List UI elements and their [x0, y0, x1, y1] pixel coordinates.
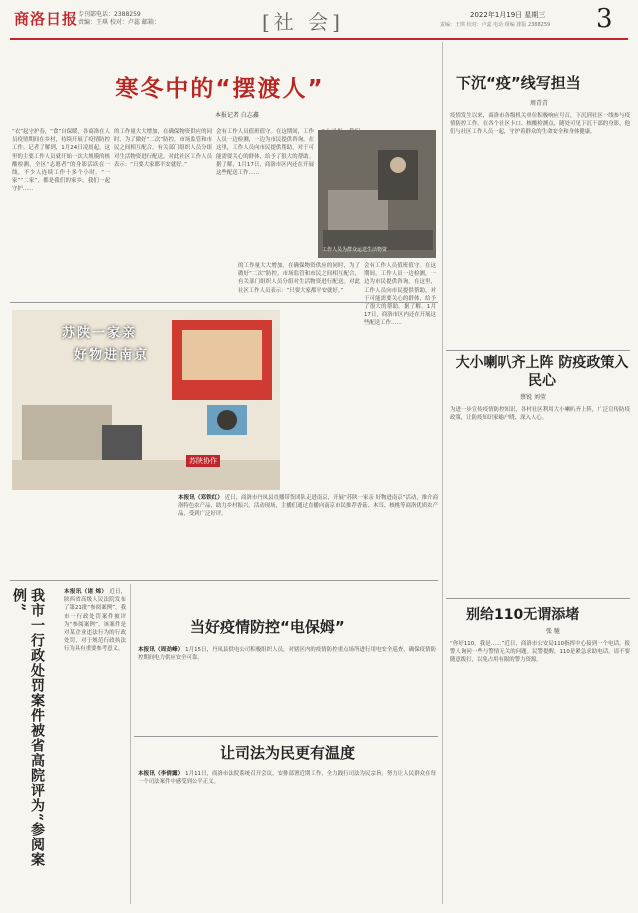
- mid-story-2: [138, 770, 436, 904]
- editor-info: 责编：王琪 校对：卢蕊 电话 组编 排版 2388259: [440, 22, 551, 28]
- left-story-byline: 本报讯（诸 烯）: [64, 589, 108, 595]
- photo-title-line2: 好物进南京: [74, 348, 150, 363]
- column-divider: [442, 42, 443, 904]
- mid-story-1-byline: 本报讯（周劲峰）: [138, 647, 184, 653]
- livestream-photo: [12, 310, 280, 490]
- volunteer-photo-art: [318, 130, 436, 258]
- right-byline-2: 蔡锐 刘莹: [520, 394, 546, 401]
- newspaper-logo: 商洛日报: [14, 10, 79, 28]
- issue-date: 2022年1月19日 星期三: [470, 11, 546, 19]
- main-story-col2: 的工作量大大增加，在确保物资供应的同时，为了做好“二次”防控，市场监管和市民之间相互配合，有关部门组织人员分组对生活物资进行配送。对此社区工作人员表示：“只要大家都平安就好。”: [114, 129, 212, 168]
- main-byline: 本报记者 白志鑫: [215, 112, 259, 119]
- main-story-col1: “衣”起守护春，“食”自保暖，各商洛在人员疫情期间在乡村，持续开展了疫情防控工作。记者了解到，1月24日凌晨起，这里的主要工作人员就开始一次大规模的核酸检测，全区“志愿者”的身影活跃在一线，不少人连续工作十多个小时。“一家”“二家”，都是我们的家乡，我们一起守护……: [12, 129, 110, 193]
- page-number: 3: [596, 4, 613, 34]
- right-divider-1: [446, 350, 630, 351]
- masthead-info-line: 责编：王琪 校对：卢蕊 邮箱：: [78, 19, 160, 26]
- lower-divider: [10, 580, 438, 581]
- masthead-info-line: 专刊部电话：2388259: [78, 11, 141, 18]
- mid-story-1-text: 1月15日，丹凤县供电公司积极组织人员，对辖区内的疫情防控重点场所进行用电安全巡查，确保疫情防控期间电力供应安全可靠。: [138, 647, 436, 662]
- left-story: [64, 588, 126, 904]
- main-headline: 寒冬中的“摆渡人”: [115, 76, 325, 102]
- masthead-info: [78, 11, 160, 27]
- right-divider-2: [446, 598, 630, 599]
- lower-column-divider: [130, 584, 131, 904]
- livestream-story: [178, 494, 438, 564]
- section-divider: [10, 302, 438, 303]
- main-story-col5: 会有工作人员值班值守。在这期间，工作人员一边检测，一边为市民提供咨询。在这里，工作人员向市民提供帮助，对于可能需要关心的群体，给予了很大的帮助。据了解，1月17日，商洛市区内还在开展这些配送工作……: [364, 263, 436, 327]
- mid-headline-1: 当好疫情防控“电保姆”: [190, 618, 345, 636]
- photo-title-line1: 苏陕一家亲: [62, 326, 138, 341]
- right-headline-2: 大小喇叭齐上阵 防疫政策入民心: [455, 355, 629, 389]
- volunteer-photo: [318, 130, 436, 258]
- right-byline-3: 张 驰: [546, 628, 560, 635]
- left-vertical-headline: 我市一行政处罚案件被省高院评为“参阅案例”: [11, 588, 45, 868]
- livestream-photo-art: [12, 310, 280, 490]
- mid-story-2-text: 1月11日，商洛市法院系统召开会议，安排部署近期工作，全力践行司法为民宗旨，努力让人民群众在每一个司法案件中感受到公平正义。: [138, 771, 436, 786]
- right-headline-1: 下沉“疫”线写担当: [456, 74, 581, 92]
- livestream-byline: 本报讯（邓铁红）: [178, 495, 223, 501]
- photo-caption: 工作人员为群众运送生活物资: [322, 247, 388, 253]
- cooperation-sign: 苏陕协作: [186, 455, 220, 467]
- main-story-col3: 会有工作人员值班值守。在这期间，工作人员一边检测，一边为市民提供咨询。在这里，工作人员向市民提供帮助，对于可能需要关心的群体，给予了很大的帮助。据了解，1月17日，商洛市区内还在开展这些配送工作……: [216, 129, 314, 177]
- right-headline-3: 别给110无谓添堵: [466, 607, 580, 623]
- mid-story-1: [138, 646, 436, 726]
- right-byline-1: 周青青: [530, 100, 549, 107]
- right-story-1: 疫情发生以来，商洛市各级机关单位积极响应号召，下沉到社区一线参与疫情防控工作。在各个社区卡口、核酸检测点，随处可见下沉干部的身影，他们与社区工作人员一起，守护着群众的生命安全和身体健康。: [450, 113, 630, 136]
- livestream-text: 近日，商洛市丹凤县直播带货团队走进南京，开展“苏陕一家亲 好物进南京”活动，推介商洛特色农产品，助力乡村振兴。活动现场，主播们通过直播向南京市民推荐香菇、木耳、核桃等商洛优质农产品，受到广泛好评。: [178, 495, 438, 518]
- section-title: [社 会]: [262, 10, 344, 34]
- mid-headline-2: 让司法为民更有温度: [220, 744, 356, 762]
- mid-story-2-byline: 本报讯（李倩露）: [138, 771, 184, 777]
- mid-divider: [134, 736, 438, 737]
- masthead-rule: [10, 38, 628, 40]
- main-story-col6: 的工作量大大增加，在确保物资供应的同时，为了做好“二次”防控，市场监管和市民之间相互配合，有关部门组织人员分组对生活物资进行配送。对此社区工作人员表示：“只要大家都平安就好。”: [238, 263, 360, 294]
- left-story-text: 近日，陕西省高级人民法院发布了第21批“参阅案例”，我市一行政处罚案件被评为“参阅案例”。该案件是对某企业违法行为的行政处罚，对于规范行政执法行为具有重要参考意义。: [64, 589, 126, 653]
- right-story-2: 为进一步宣传疫情防控知识，各村社区利用大小喇叭齐上阵，广泛宣传防疫政策，让防疫知识家喻户晓、深入人心。: [450, 407, 630, 422]
- right-story-3: “你好110，我是……”近日，商洛市公安局110指挥中心接到一个电话，报警人询问一些与警情无关的问题。民警提醒，110是紧急求助电话，请不要随意拨打，以免占用有限的警力资源。: [450, 641, 630, 664]
